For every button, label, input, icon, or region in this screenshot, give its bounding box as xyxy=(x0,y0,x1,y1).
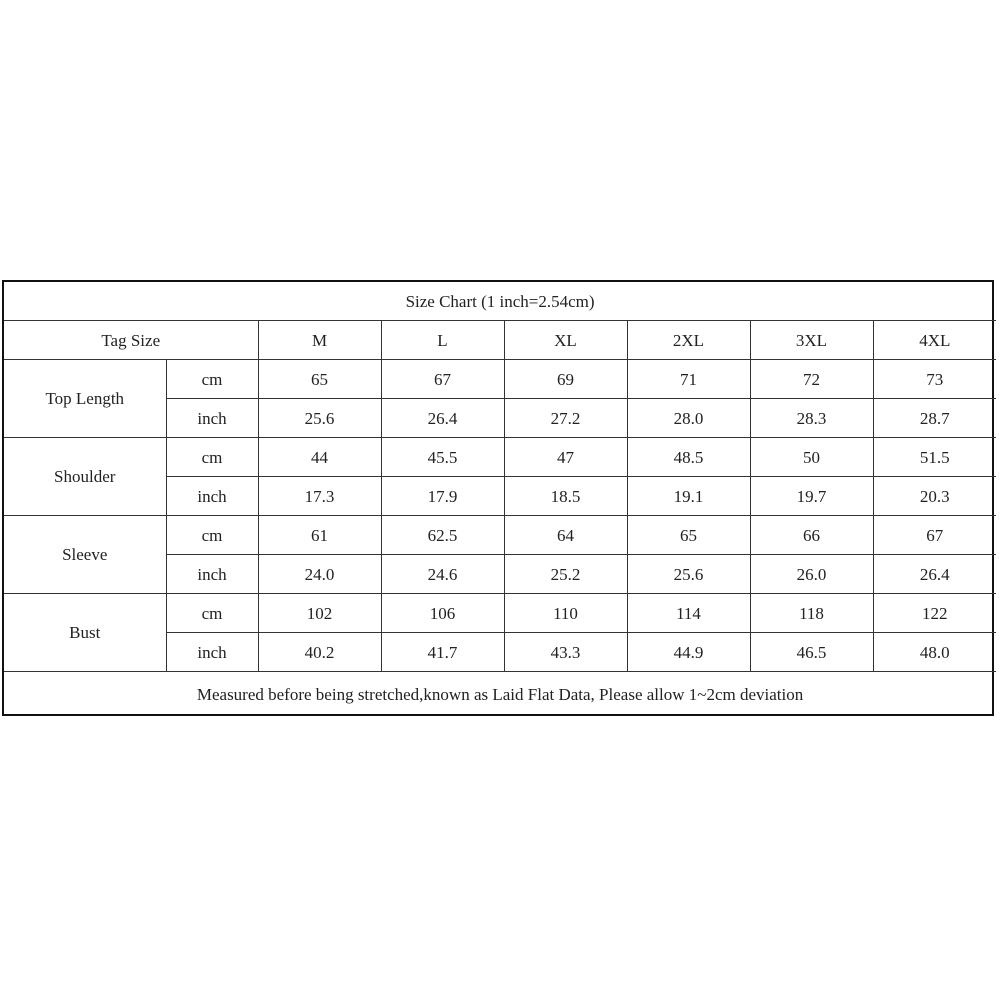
unit-label: cm xyxy=(166,438,258,477)
table-cell: 19.7 xyxy=(750,477,873,516)
measurement-name: Sleeve xyxy=(4,516,166,594)
size-chart xyxy=(2,280,994,716)
unit-label: inch xyxy=(166,399,258,438)
size-header: 2XL xyxy=(627,321,750,360)
size-header: L xyxy=(381,321,504,360)
table-cell: 40.2 xyxy=(258,633,381,672)
table-cell: 51.5 xyxy=(873,438,996,477)
table-cell: 24.0 xyxy=(258,555,381,594)
table-cell: 24.6 xyxy=(381,555,504,594)
table-cell: 71 xyxy=(627,360,750,399)
table-row xyxy=(4,594,996,633)
size-header-row xyxy=(4,321,996,360)
size-header: M xyxy=(258,321,381,360)
table-cell: 19.1 xyxy=(627,477,750,516)
size-header: XL xyxy=(504,321,627,360)
table-cell: 25.6 xyxy=(627,555,750,594)
table-cell: 122 xyxy=(873,594,996,633)
table-cell: 73 xyxy=(873,360,996,399)
table-cell: 48.0 xyxy=(873,633,996,672)
table-cell: 67 xyxy=(873,516,996,555)
measurement-name: Shoulder xyxy=(4,438,166,516)
table-cell: 27.2 xyxy=(504,399,627,438)
table-cell: 28.7 xyxy=(873,399,996,438)
table-cell: 66 xyxy=(750,516,873,555)
table-cell: 47 xyxy=(504,438,627,477)
measurement-name: Bust xyxy=(4,594,166,672)
table-cell: 41.7 xyxy=(381,633,504,672)
size-chart-table xyxy=(4,282,996,716)
unit-label: inch xyxy=(166,477,258,516)
unit-label: inch xyxy=(166,555,258,594)
size-header: 4XL xyxy=(873,321,996,360)
table-cell: 64 xyxy=(504,516,627,555)
table-cell: 118 xyxy=(750,594,873,633)
table-cell: 65 xyxy=(258,360,381,399)
table-cell: 26.4 xyxy=(381,399,504,438)
table-cell: 61 xyxy=(258,516,381,555)
measurement-name: Top Length xyxy=(4,360,166,438)
table-cell: 18.5 xyxy=(504,477,627,516)
table-cell: 20.3 xyxy=(873,477,996,516)
table-cell: 110 xyxy=(504,594,627,633)
table-cell: 25.2 xyxy=(504,555,627,594)
table-cell: 28.0 xyxy=(627,399,750,438)
chart-title: Size Chart (1 inch=2.54cm) xyxy=(4,282,996,321)
table-row xyxy=(4,360,996,399)
unit-label: cm xyxy=(166,516,258,555)
tag-size-label: Tag Size xyxy=(4,321,258,360)
unit-label: inch xyxy=(166,633,258,672)
table-row xyxy=(4,438,996,477)
measurement-note: Measured before being stretched,known as Laid Flat Data, Please allow 1~2cm deviation xyxy=(4,672,996,717)
table-cell: 28.3 xyxy=(750,399,873,438)
table-row xyxy=(4,516,996,555)
table-cell: 106 xyxy=(381,594,504,633)
table-cell: 102 xyxy=(258,594,381,633)
table-cell: 44 xyxy=(258,438,381,477)
table-cell: 17.9 xyxy=(381,477,504,516)
size-header: 3XL xyxy=(750,321,873,360)
unit-label: cm xyxy=(166,594,258,633)
table-cell: 69 xyxy=(504,360,627,399)
table-cell: 48.5 xyxy=(627,438,750,477)
table-cell: 45.5 xyxy=(381,438,504,477)
table-cell: 114 xyxy=(627,594,750,633)
table-cell: 65 xyxy=(627,516,750,555)
table-cell: 72 xyxy=(750,360,873,399)
unit-label: cm xyxy=(166,360,258,399)
table-cell: 26.4 xyxy=(873,555,996,594)
table-cell: 26.0 xyxy=(750,555,873,594)
table-cell: 67 xyxy=(381,360,504,399)
table-cell: 44.9 xyxy=(627,633,750,672)
table-cell: 62.5 xyxy=(381,516,504,555)
table-cell: 43.3 xyxy=(504,633,627,672)
table-cell: 50 xyxy=(750,438,873,477)
table-cell: 17.3 xyxy=(258,477,381,516)
table-cell: 25.6 xyxy=(258,399,381,438)
table-cell: 46.5 xyxy=(750,633,873,672)
